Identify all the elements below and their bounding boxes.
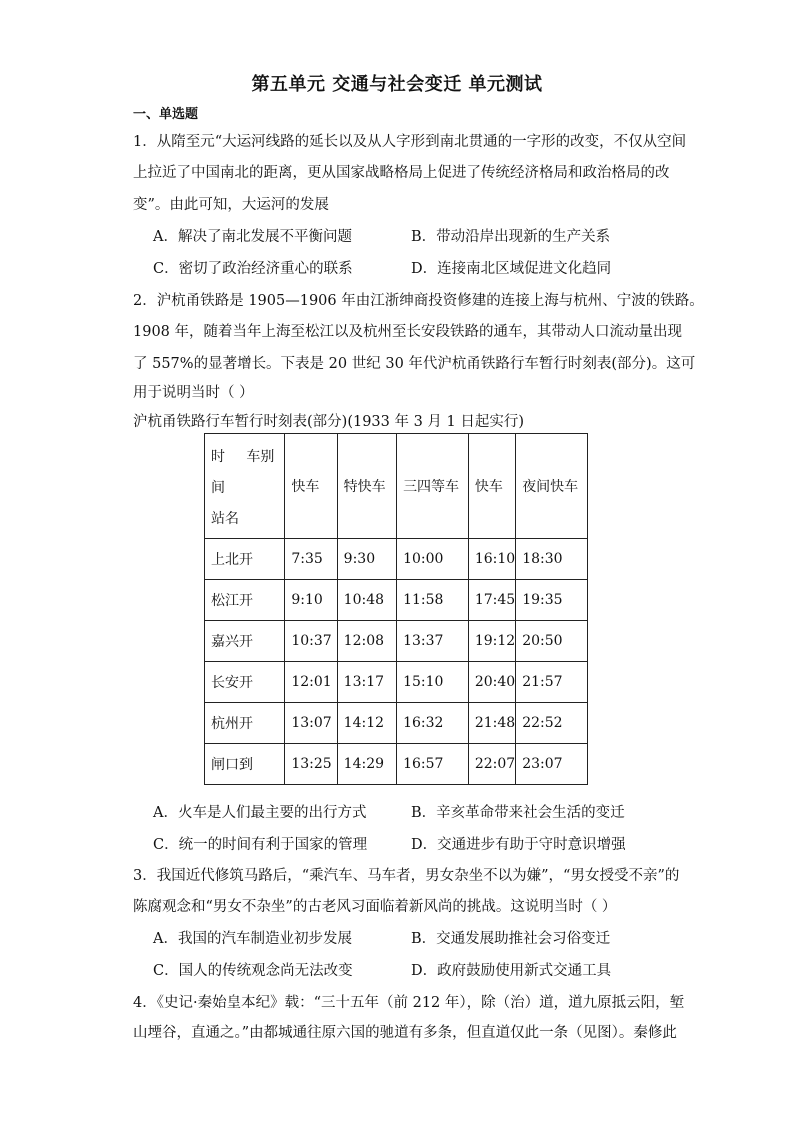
- time-cell: 12:08: [337, 621, 396, 662]
- time-cell: 10:48: [337, 580, 396, 621]
- q4-line-2: 山堙谷，直通之。”由都城通往原六国的驰道有多条，但直道仅此一条（见图）。秦修此: [133, 1025, 677, 1041]
- time-cell: 13:07: [285, 703, 337, 744]
- time-cell: 20:40: [468, 662, 515, 703]
- time-cell: 21:57: [516, 662, 588, 703]
- station-cell: 长安开: [205, 662, 285, 703]
- table-row: [205, 539, 588, 580]
- q2-line-1: 2．沪杭甬铁路是 1905—1906 年由江浙绅商投资修建的连接上海与杭州、宁波的铁路。: [133, 293, 704, 309]
- table-header-row: [205, 434, 588, 539]
- q4-line-1: 4．《史记·秦始皇本纪》载：“三十五年（前 212 年），除（治）道，道九原抵云阳，堑: [133, 995, 685, 1011]
- header-cell: 快车: [285, 434, 337, 539]
- q1-line-2: 上拉近了中国南北的距离，更从国家战略格局上促进了传统经济格局和政治格局的改: [133, 165, 670, 181]
- q2-option-b[interactable]: B．辛亥革命带来社会生活的变迁: [411, 805, 625, 821]
- time-cell: 10:37: [285, 621, 337, 662]
- time-cell: 9:10: [285, 580, 337, 621]
- corner-header-cell: [205, 434, 285, 539]
- time-cell: 13:25: [285, 744, 337, 785]
- q3-option-a[interactable]: A．我国的汽车制造业初步发展: [153, 931, 352, 947]
- q1-option-c[interactable]: C．密切了政治经济重心的联系: [153, 261, 353, 277]
- q3-line-2: 陈腐观念和“男女不杂坐”的古老风习面临着新风尚的挑战。这说明当时（ ）: [133, 899, 617, 915]
- corner-train-label: 车别: [246, 448, 275, 465]
- q1-line-1: 1．从隋至元“大运河线路的延长以及从人字形到南北贯通的一字形的改变，不仅从空间: [133, 134, 687, 150]
- q2-line-4: 用于说明当时（ ）: [133, 385, 254, 401]
- q2-option-a[interactable]: A．火车是人们最主要的出行方式: [153, 805, 367, 821]
- table-caption: 沪杭甬铁路行车暂行时刻表(部分)(1933 年 3 月 1 日起实行): [133, 414, 525, 430]
- time-cell: 20:50: [516, 621, 588, 662]
- station-cell: 闸口到: [205, 744, 285, 785]
- station-cell: 松江开: [205, 580, 285, 621]
- q1-option-b[interactable]: B．带动沿岸出现新的生产关系: [411, 229, 611, 245]
- header-cell: 三四等车: [397, 434, 469, 539]
- q1-line-3: 变”。由此可知，大运河的发展: [133, 197, 329, 213]
- time-cell: 11:58: [397, 580, 469, 621]
- time-cell: 22:52: [516, 703, 588, 744]
- q2-line-3: 了 557%的显著增长。下表是 20 世纪 30 年代沪杭甬铁路行车暂行时刻表(部分)。这可: [133, 356, 696, 372]
- q3-line-1: 3．我国近代修筑马路后，“乘汽车、马车者，男女杂坐不以为嫌”，“男女授受不亲”的: [133, 868, 680, 884]
- table-row: [205, 662, 588, 703]
- section-heading: 一、单选题: [133, 107, 199, 122]
- q1-option-d[interactable]: D．连接南北区域促进文化趋同: [411, 261, 612, 277]
- timetable: [204, 433, 588, 785]
- station-cell: 杭州开: [205, 703, 285, 744]
- time-cell: 14:29: [337, 744, 396, 785]
- q3-option-b[interactable]: B．交通发展助推社会习俗变迁: [411, 931, 611, 947]
- table-row: [205, 621, 588, 662]
- page-title: 第五单元 交通与社会变迁 单元测试: [251, 74, 543, 95]
- time-cell: 10:00: [397, 539, 469, 580]
- q1-option-a[interactable]: A．解决了南北发展不平衡问题: [153, 229, 352, 245]
- header-cell: 快车: [468, 434, 515, 539]
- table-row: [205, 703, 588, 744]
- table-row: [205, 744, 588, 785]
- time-cell: 7:35: [285, 539, 337, 580]
- time-cell: 17:45: [468, 580, 515, 621]
- q2-option-c[interactable]: C．统一的时间有利于国家的管理: [153, 837, 368, 853]
- time-cell: 23:07: [516, 744, 588, 785]
- time-cell: 13:37: [397, 621, 469, 662]
- corner-jian-label: 间: [211, 479, 225, 496]
- time-cell: 16:10: [468, 539, 515, 580]
- q2-option-d[interactable]: D．交通进步有助于守时意识增强: [411, 837, 626, 853]
- q2-line-2: 1908 年，随着当年上海至松江以及杭州至长安段铁路的通车，其带动人口流动量出现: [133, 324, 683, 340]
- time-cell: 22:07: [468, 744, 515, 785]
- header-cell: 夜间快车: [516, 434, 588, 539]
- time-cell: 9:30: [337, 539, 396, 580]
- time-cell: 16:57: [397, 744, 469, 785]
- time-cell: 19:35: [516, 580, 588, 621]
- time-cell: 12:01: [285, 662, 337, 703]
- time-cell: 21:48: [468, 703, 515, 744]
- station-cell: 上北开: [205, 539, 285, 580]
- station-cell: 嘉兴开: [205, 621, 285, 662]
- time-cell: 18:30: [516, 539, 588, 580]
- time-cell: 19:12: [468, 621, 515, 662]
- corner-station-label: 站名: [211, 510, 239, 527]
- time-cell: 14:12: [337, 703, 396, 744]
- time-cell: 16:32: [397, 703, 469, 744]
- header-cell: 特快车: [337, 434, 396, 539]
- table-row: [205, 580, 588, 621]
- corner-time-label: 时: [211, 448, 225, 465]
- time-cell: 15:10: [397, 662, 469, 703]
- time-cell: 13:17: [337, 662, 396, 703]
- q3-option-d[interactable]: D．政府鼓励使用新式交通工具: [411, 963, 612, 979]
- q3-option-c[interactable]: C．国人的传统观念尚无法改变: [153, 963, 353, 979]
